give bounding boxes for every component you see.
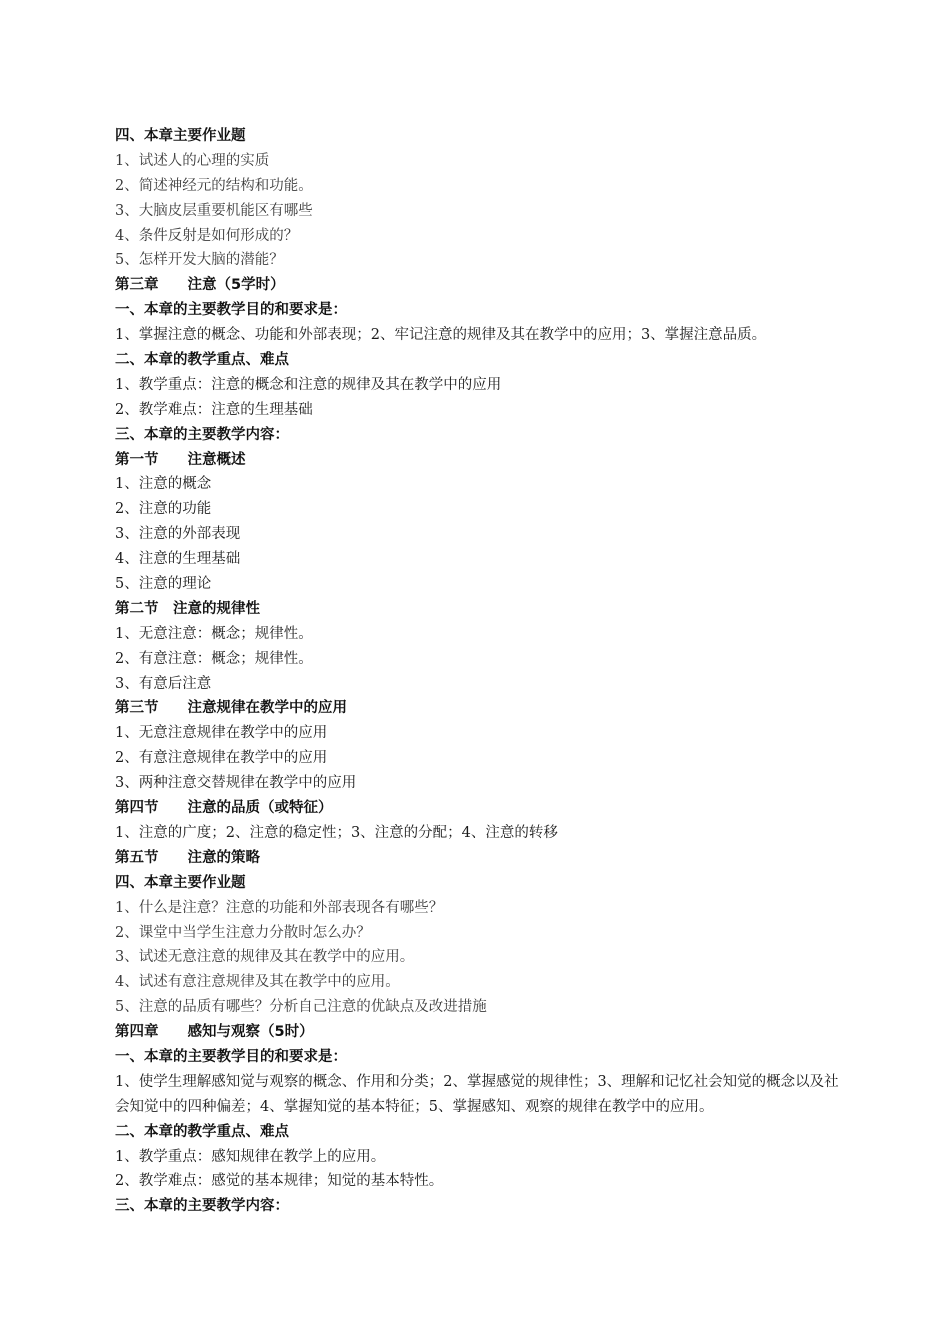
section-heading: 一、本章的主要教学目的和要求是：	[115, 1048, 347, 1065]
section-heading: 第四节 注意的品质（或特征）	[115, 800, 333, 817]
text-line: 2、有意注意：概念；规律性。	[115, 650, 313, 667]
text-line: 5、注意的理论	[115, 576, 212, 593]
section-heading: 二、本章的教学重点、难点	[115, 1123, 289, 1140]
section-heading: 四、本章主要作业题	[115, 874, 246, 891]
section-heading: 第五节 注意的策略	[115, 849, 260, 866]
text-line: 4、条件反射是如何形成的？	[115, 227, 299, 244]
section-heading: 第四章 感知与观察（5时）	[115, 1024, 314, 1041]
text-line: 2、课堂中当学生注意力分散时怎么办？	[115, 924, 371, 941]
text-line: 4、注意的生理基础	[115, 551, 241, 568]
text-line: 2、教学难点：感觉的基本规律；知觉的基本特性。	[115, 1173, 444, 1190]
text-line: 1、教学重点：感知规律在教学上的应用。	[115, 1148, 386, 1165]
section-heading: 二、本章的教学重点、难点	[115, 352, 289, 369]
text-line: 5、注意的品质有哪些？分析自己注意的优缺点及改进措施	[115, 999, 487, 1016]
text-line: 3、注意的外部表现	[115, 526, 241, 543]
text-line: 1、试述人的心理的实质	[115, 152, 270, 169]
text-line: 3、试述无意注意的规律及其在教学中的应用。	[115, 949, 415, 966]
text-line: 1、教学重点：注意的概念和注意的规律及其在教学中的应用	[115, 376, 502, 393]
text-line: 1、无意注意：概念；规律性。	[115, 625, 313, 642]
section-heading: 第一节 注意概述	[115, 451, 246, 468]
text-line: 5、怎样开发大脑的潜能？	[115, 252, 284, 269]
section-heading: 第三章 注意（5学时）	[115, 277, 285, 294]
text-line: 1、注意的广度；2、注意的稳定性；3、注意的分配；4、注意的转移	[115, 824, 558, 841]
text-line: 4、试述有意注意规律及其在教学中的应用。	[115, 974, 400, 991]
text-line: 3、大脑皮层重要机能区有哪些	[115, 202, 313, 219]
section-heading: 第二节 注意的规律性	[115, 600, 260, 617]
text-line: 1、什么是注意？注意的功能和外部表现各有哪些？	[115, 899, 444, 916]
text-line: 3、两种注意交替规律在教学中的应用	[115, 775, 357, 792]
section-heading: 一、本章的主要教学目的和要求是：	[115, 302, 347, 319]
text-line: 2、有意注意规律在教学中的应用	[115, 750, 328, 767]
text-line: 2、教学难点：注意的生理基础	[115, 401, 313, 418]
text-line: 1、使学生理解感知觉与观察的概念、作用和分类；2、掌握感觉的规律性；3、理解和记忆社会知觉的概念以及社会知觉中的四种偏差；4、掌握知觉的基本特征；5、掌握感知、观察的规律在教学中的应用。	[115, 1073, 839, 1115]
section-heading: 三、本章的主要教学内容：	[115, 426, 289, 443]
text-line: 1、注意的概念	[115, 476, 212, 493]
text-line: 1、无意注意规律在教学中的应用	[115, 725, 328, 742]
text-line: 3、有意后注意	[115, 675, 212, 692]
section-heading: 第三节 注意规律在教学中的应用	[115, 700, 347, 717]
text-line: 1、掌握注意的概念、功能和外部表现；2、牢记注意的规律及其在教学中的应用；3、掌握注意品质。	[115, 327, 767, 344]
section-heading: 三、本章的主要教学内容：	[115, 1198, 289, 1215]
section-heading: 四、本章主要作业题	[115, 128, 246, 144]
text-line: 2、注意的功能	[115, 501, 212, 518]
document-page	[115, 124, 845, 1219]
text-line: 2、简述神经元的结构和功能。	[115, 177, 313, 194]
